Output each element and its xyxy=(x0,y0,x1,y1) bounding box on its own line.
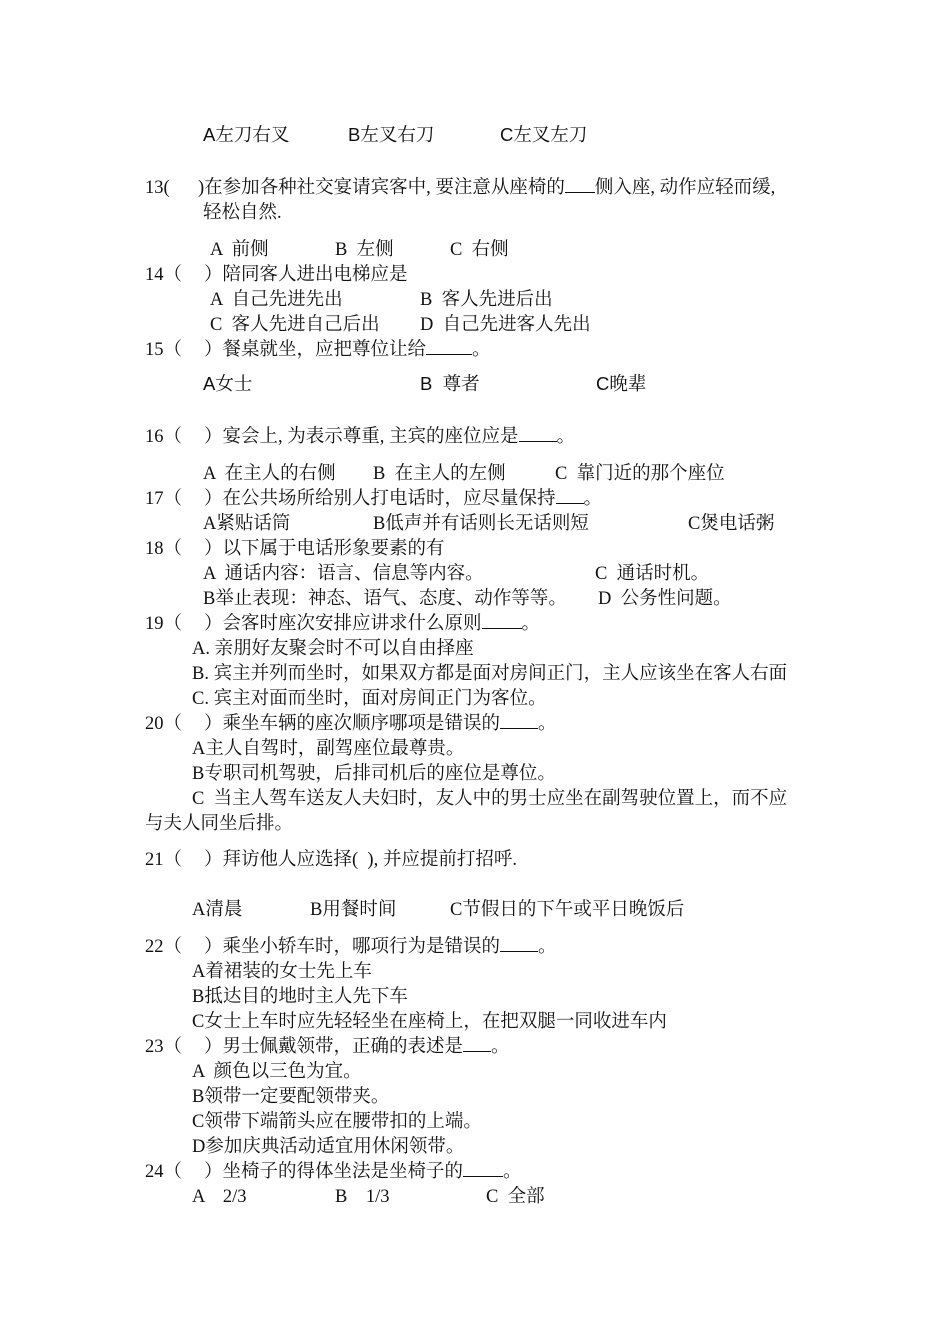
answer-blank xyxy=(500,935,538,952)
question-stem xyxy=(204,487,602,511)
question-number: 15（ xyxy=(145,340,183,360)
answer-blank xyxy=(519,425,557,442)
option-c: C左叉左刀 xyxy=(500,124,588,145)
question-number: 14（ xyxy=(145,265,183,285)
option-b: B低声并有话则长无话则短 xyxy=(373,514,589,534)
stem-before: ）乘坐小轿车时，哪项行为是错误的 xyxy=(204,937,501,957)
question-number: 22（ xyxy=(145,937,183,957)
option-c: C节假日的下午或平日晚饭后 xyxy=(450,900,685,920)
question-number: 19（ xyxy=(145,614,183,634)
question-stem xyxy=(204,712,557,736)
option-b: B 1/3 xyxy=(335,1187,390,1207)
option-a: A 2/3 xyxy=(192,1187,247,1207)
question-stem xyxy=(204,1035,510,1059)
stem-before: ）宴会上, 为表示尊重, 主宾的座位应是 xyxy=(204,427,519,447)
answer-blank xyxy=(500,712,538,729)
option-c: C 右侧 xyxy=(450,240,509,260)
option-c-continued: 与夫人同坐后排。 xyxy=(145,814,294,834)
question-number: 18（ xyxy=(145,539,183,559)
stem-after: 。 xyxy=(556,427,576,447)
stem-after: 。 xyxy=(503,1162,522,1182)
stem-after: 侧入座, 动作应轻而缓, xyxy=(594,178,776,198)
stem-after: 。 xyxy=(583,489,603,509)
option-a: A 通话内容：语言、信息等内容。 xyxy=(203,564,484,584)
option-d: D参加庆典活动适宜用休闲领带。 xyxy=(192,1137,465,1157)
option-c: C 靠门近的那个座位 xyxy=(555,464,725,484)
answer-blank xyxy=(463,1035,491,1052)
question-number: 24（ xyxy=(145,1162,183,1182)
stem-after: 。 xyxy=(472,340,491,360)
question-stem xyxy=(204,935,557,959)
answer-blank xyxy=(426,338,472,355)
option-a: A主人自驾时，副驾座位最尊贵。 xyxy=(192,739,465,759)
question-number: 13( xyxy=(145,178,170,198)
stem-before: ）男士佩戴领带，正确的表述是 xyxy=(204,1037,464,1057)
answer-blank xyxy=(565,176,595,193)
option-c: C 通话时机。 xyxy=(595,564,710,584)
option-b: B左叉右刀 xyxy=(348,124,435,145)
option-c: C 客人先进自己后出 xyxy=(210,315,380,335)
stem-before: )在参加各种社交宴请宾客中, 要注意从座椅的 xyxy=(198,178,565,198)
question-stem xyxy=(198,176,775,200)
stem-after: 。 xyxy=(491,1037,510,1057)
option-d: D 公务性问题。 xyxy=(598,589,732,609)
option-c: C 当主人驾车送友人夫妇时，友人中的男士应坐在副驾驶位置上，而不应 xyxy=(192,789,788,809)
option-c: C晚辈 xyxy=(596,373,647,394)
option-c: C 全部 xyxy=(486,1187,545,1207)
stem-before: ）餐桌就坐，应把尊位让给 xyxy=(204,340,427,360)
option-c: C领带下端箭头应在腰带扣的上端。 xyxy=(192,1112,482,1132)
option-b: B抵达目的地时主人先下车 xyxy=(192,987,408,1007)
answer-blank xyxy=(482,612,522,629)
question-number: 21（ xyxy=(145,850,183,870)
question-stem: ）以下属于电话形象要素的有 xyxy=(204,539,445,559)
option-c: C煲电话粥 xyxy=(688,514,775,534)
option-b: B用餐时间 xyxy=(310,900,397,920)
question-number: 20（ xyxy=(145,714,183,734)
option-b: B. 宾主并列而坐时，如果双方都是面对房间正门，主人应该坐在客人右面 xyxy=(192,664,788,684)
stem-before: ）在公共场所给别人打电话时，应尽量保持 xyxy=(204,489,556,509)
option-b: B领带一定要配领带夹。 xyxy=(192,1087,390,1107)
stem-after: 。 xyxy=(521,614,541,634)
option-b: B专职司机驾驶，后排司机后的座位是尊位。 xyxy=(192,764,556,784)
option-a: A着裙装的女士先上车 xyxy=(192,962,372,982)
option-b: B 客人先进后出 xyxy=(420,290,553,310)
option-a: A 前侧 xyxy=(210,240,269,260)
question-stem-continued: 轻松自然. xyxy=(203,203,282,223)
option-a: A. 亲朋好友聚会时不可以自由择座 xyxy=(192,639,474,659)
question-number: 23（ xyxy=(145,1037,183,1057)
option-a: A清晨 xyxy=(192,900,243,920)
stem-before: ）会客时座次安排应讲求什么原则 xyxy=(204,614,482,634)
question-stem: ）拜访他人应选择( ), 并应提前打招呼. xyxy=(204,850,517,870)
option-b: B 左侧 xyxy=(335,240,394,260)
question-number: 16（ xyxy=(145,427,183,447)
option-a: A左刀右叉 xyxy=(203,124,290,145)
question-stem xyxy=(204,338,491,362)
option-b: B举止表现：神态、语气、态度、动作等等。 xyxy=(203,589,567,609)
option-d: D 自己先进客人先出 xyxy=(420,315,591,335)
option-b: B 尊者 xyxy=(420,373,480,394)
question-number: 17（ xyxy=(145,489,183,509)
option-b: B 在主人的左侧 xyxy=(373,464,506,484)
question-stem xyxy=(204,425,575,449)
option-a: A 颜色以三色为宜。 xyxy=(192,1062,362,1082)
stem-after: 。 xyxy=(538,937,557,957)
question-stem: ）陪同客人进出电梯应是 xyxy=(204,265,408,285)
stem-before: ）坐椅子的得体坐法是坐椅子的 xyxy=(204,1162,464,1182)
option-c: C. 宾主对面而坐时，面对房间正门为客位。 xyxy=(192,689,547,709)
answer-blank xyxy=(463,1160,503,1177)
question-stem xyxy=(204,1160,522,1184)
option-a: A 在主人的右侧 xyxy=(203,464,336,484)
option-a: A紧贴话筒 xyxy=(203,514,291,534)
answer-blank xyxy=(556,487,584,504)
option-a: A女士 xyxy=(203,373,253,394)
option-c: C女士上车时应先轻轻坐在座椅上，在把双腿一同收进车内 xyxy=(192,1012,667,1032)
question-stem xyxy=(204,612,540,636)
option-a: A 自己先进先出 xyxy=(210,290,343,310)
stem-before: ）乘坐车辆的座次顺序哪项是错误的 xyxy=(204,714,501,734)
stem-after: 。 xyxy=(538,714,557,734)
